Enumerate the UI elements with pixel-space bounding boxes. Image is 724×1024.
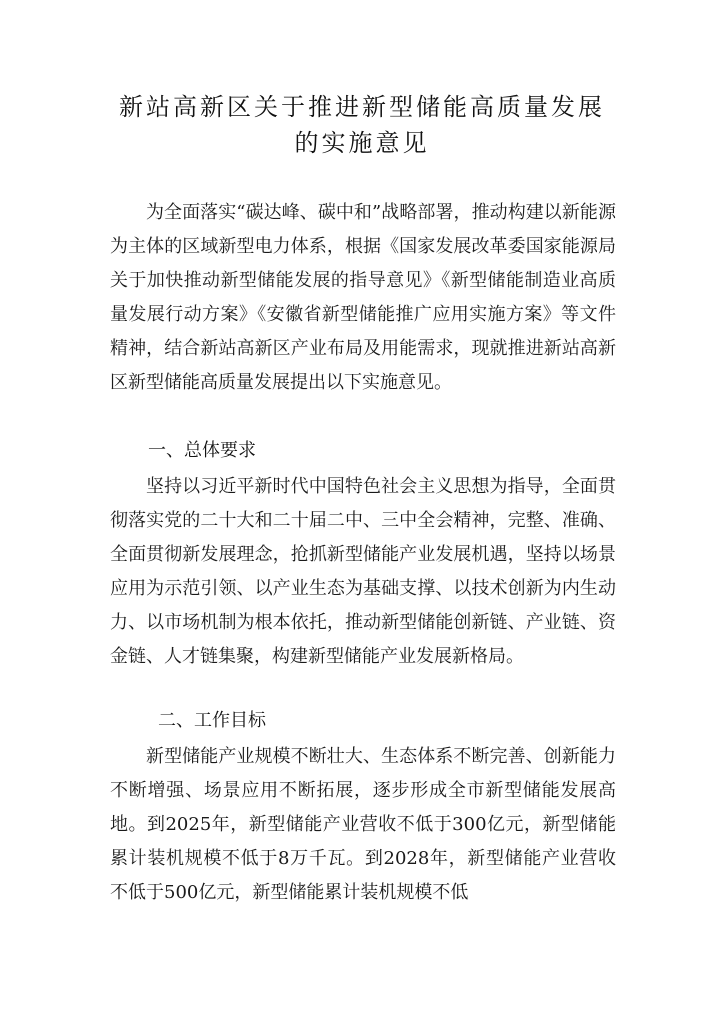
document-title-line-2: 的实施意见: [294, 129, 430, 157]
section-1-paragraph: 坚持以习近平新时代中国特色社会主义思想为指导，全面贯彻落实党的二十大和二十届二中、三中全会精神，完整、准确、全面贯彻新发展理念，抢抓新型储能产业发展机遇，坚持以场景应用为示范引领、以产业生态为基础支撑、以技术创新为内生动力、以市场机制为根本依托，推动新型储能创新链、产业链、资金链、人才链集聚，构建新型储能产业发展新格局。: [110, 476, 616, 667]
section-1-heading: 一、总体要求: [148, 440, 256, 461]
section-2-paragraph: 新型储能产业规模不断壮大、生态体系不断完善、创新能力不断增强、场景应用不断拓展，逐步形成全市新型储能发展高地。到2025年，新型储能产业营收不低于300亿元，新型储能累计装机规模不低于8万千瓦。到2028年，新型储能产业营收不低于500亿元，新型储能累计装机规模不低: [110, 746, 616, 903]
intro-paragraph: 为全面落实“碳达峰、碳中和”战略部署，推动构建以新能源为主体的区域新型电力体系，根据《国家发展改革委国家能源局关于加快推动新型储能发展的指导意见》《新型储能制造业高质量发展行动方案》《安徽省新型储能推广应用实施方案》等文件精神，结合新站高新区产业布局及用能需求，现就推进新站高新区新型储能高质量发展提出以下实施意见。: [110, 202, 616, 393]
section-2-heading: 二、工作目标: [158, 710, 266, 731]
document-title-line-1: 新站高新区关于推进新型储能高质量发展: [119, 93, 605, 121]
